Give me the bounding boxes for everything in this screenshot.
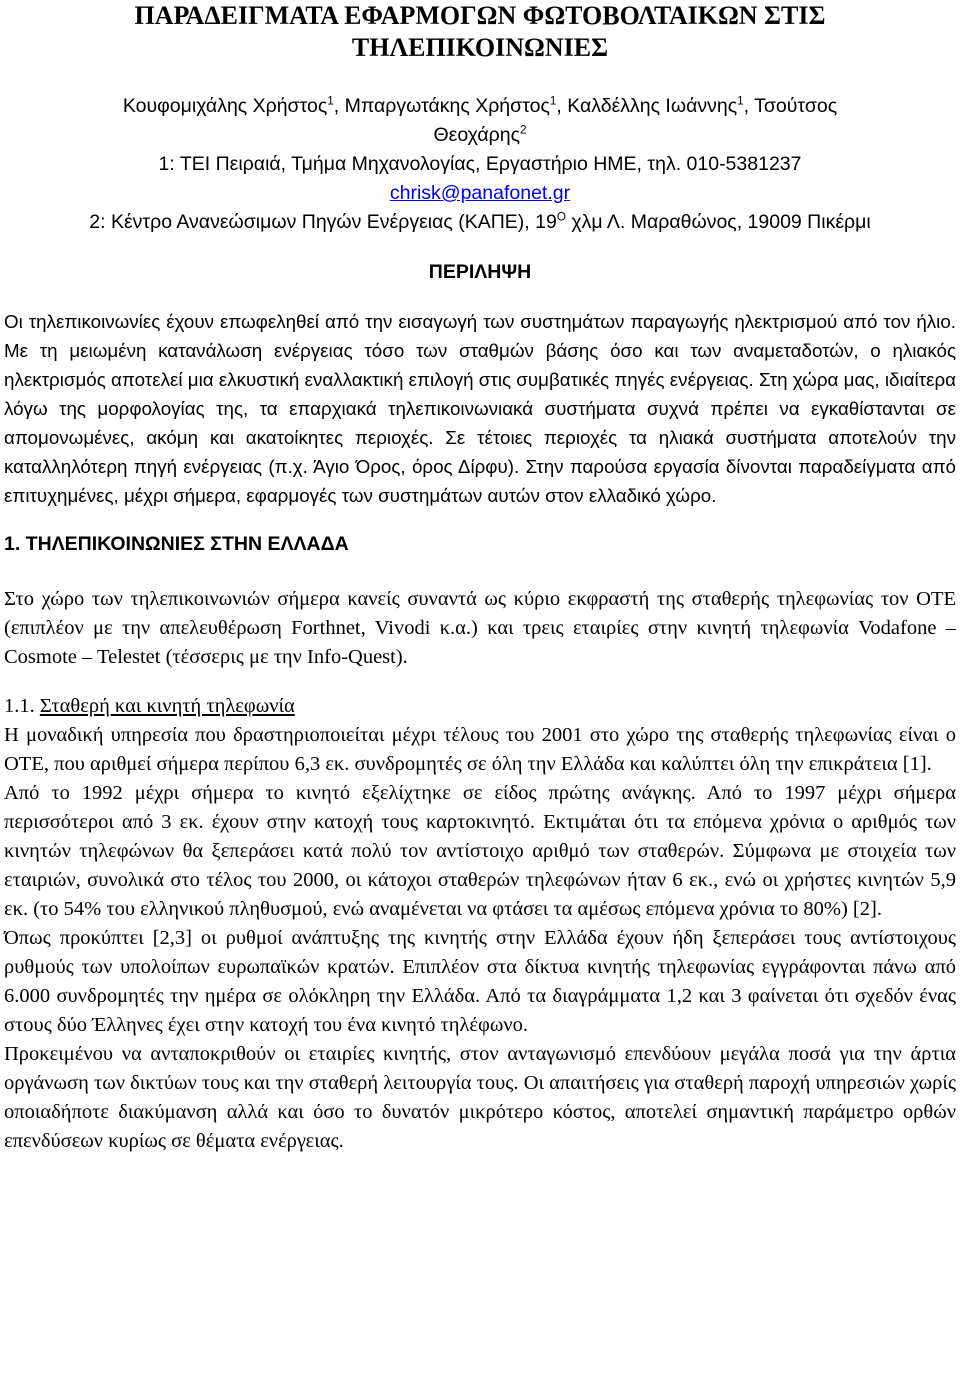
- author-block: [4, 92, 956, 237]
- subsection-paragraph-2: Από το 1992 μέχρι σήμερα το κινητό εξελίχτηκε σε είδος πρώτης ανάγκης. Από το 1997 μέχρι σήμερα περισσότεροι από 3 εκ. έχουν στην κατοχή τους καρτοκινητό. Εκτιμάται ότι τα επόμενα χρόνια ο αριθμός των κινητών τηλεφώνων θα ξεπεράσει κατά πολύ τον αντίστοιχο αριθμό των σταθερών. Σύμφωνα με στοιχεία των εταιριών, συνολικά στο τέλος του 2000, οι κάτοχοι σταθερών τηλεφώνων ήταν 6 εκ., ενώ οι χρήστες κινητών 5,9 εκ. (το 54% του ελληνικού πληθυσμού, ενώ αναμένεται να φτάσει τα αμέσως επόμενα χρόνια το 80%) [2].: [4, 782, 956, 920]
- affiliation-1: 1: ΤΕΙ Πειραιά, Τμήμα Μηχανολογίας, Εργαστήριο ΗΜΕ, τηλ. 010-5381237: [158, 153, 802, 175]
- author-list: [4, 92, 956, 150]
- subsection-title: Σταθερή και κινητή τηλεφωνία: [39, 695, 295, 717]
- author-name: , Τσούτσος: [743, 95, 838, 117]
- abstract-text: Οι τηλεπικοινωνίες έχουν επωφεληθεί από την εισαγωγή των συστημάτων παραγωγής ηλεκτρισμού από τον ήλιο. Με τη μειωμένη κατανάλωση ενέργειας τόσο των σταθμών βάσης όσο και των αναμεταδοτών, ο ηλιακός ηλεκτρισμός αποτελεί μια ελκυστική εναλλακτική επιλογή στις συμβατικές πηγές ενέργειας. Στη χώρα μας, ιδιαίτερα λόγω της μορφολογίας της, τα επαρχιακά τηλεπικοινωνιακά συστήματα συχνά πρέπει να εγκαθίστανται σε απομονωμένες, ακόμη και ακατοίκητες περιοχές. Σε τέτοιες περιοχές τα ηλιακά συστήματα αποτελούν την καταλληλότερη πηγή ενέργειας (π.χ. Άγιο Όρος, όρος Δίρφυ). Στην παρούσα εργασία δίνονται παραδείγματα από επιτυχημένες, μέχρι σήμερα, εφαρμογές των συστημάτων αυτών στον ελλαδικό χώρο.: [4, 311, 956, 506]
- section-1-heading: 1. ΤΗΛΕΠΙΚΟΙΝΩΝΙΕΣ ΣΤΗΝ ΕΛΛΑΔΑ: [4, 533, 349, 555]
- paper-title-line-1: ΠΑΡΑΔΕΙΓΜΑΤΑ ΕΦΑΡΜΟΓΩΝ ΦΩΤΟΒΟΛΤΑΙΚΩΝ ΣΤΙΣ: [134, 1, 826, 30]
- abstract-heading: ΠΕΡΙΛΗΨΗ: [428, 261, 532, 283]
- subsection-paragraph-4: Προκειμένου να ανταποκριθούν οι εταιρίες κινητής, στον ανταγωνισμό επενδύουν μεγάλα ποσά για την άρτια οργάνωση των δικτύων τους και την σταθερή λειτουργία τους. Οι απαιτήσεις για σταθερή παροχή υπηρεσιών χωρίς οποιαδήποτε διακύμανση αλλά και όσο το δυνατόν μικρότερο κόστος, αποτελεί σημαντική παράμετρο ορθών επενδύσεων κυρίως σε θέματα ενέργειας.: [4, 1043, 956, 1152]
- affiliation-2-text-end: χλμ Λ. Μαραθώνος, 19009 Πικέρμι: [565, 211, 871, 233]
- section-1-paragraph: Στο χώρο των τηλεπικοινωνιών σήμερα κανείς συναντά ως κύριο εκφραστή της σταθερής τηλεφωνίας τον ΟΤΕ (επιπλέον με την απελευθέρωση Forthnet, Vivodi κ.α.) και τρεις εταιρίες στην κινητή τηλεφωνία Vodafone – Cosmote – Telestet (τέσσερις με την Info-Quest).: [4, 588, 956, 668]
- subsection-heading: [4, 692, 956, 721]
- subsection-number: 1.1.: [4, 695, 40, 717]
- email-link[interactable]: chrisk@panafonet.gr: [389, 182, 571, 204]
- subsection-paragraph-3: Όπως προκύπτει [2,3] οι ρυθμοί ανάπτυξης της κινητής στην Ελλάδα έχουν ήδη ξεπεράσει τους αντίστοιχους ρυθμούς των υπολοίπων ευρωπαϊκών κρατών. Επιπλέον στα δίκτυα κινητής τηλεφωνίας εγγράφονται πάνω από 6.000 συνδρομητές την ημέρα σε ολόκληρη την Ελλάδα. Από τα διαγράμματα 1,2 και 3 φαίνεται ότι σχεδόν ένας στους δύο Έλληνες έχει στην κατοχή του ένα κινητό τηλέφωνο.: [4, 927, 956, 1036]
- author-affiliation-mark: 1: [327, 94, 334, 108]
- author-name: , Καλδέλλης Ιωάννης: [556, 95, 738, 117]
- affiliation-2-text: 2: Κέντρο Ανανεώσιμων Πηγών Ενέργειας (ΚΑΠΕ), 19: [89, 211, 557, 233]
- paper-title: [4, 0, 956, 64]
- paper-title-line-2: ΤΗΛΕΠΙΚΟΙΝΩΝΙΕΣ: [351, 33, 609, 62]
- author-affiliation-mark: 1: [737, 94, 744, 108]
- author-name: , Μπαργωτάκης Χρήστος: [333, 95, 550, 117]
- author-name: Κουφομιχάλης Χρήστος: [122, 95, 328, 117]
- affiliation-2: [4, 208, 956, 237]
- affiliation-2-superscript: Ο: [556, 210, 566, 224]
- author-name-continued: Θεοχάρης: [433, 124, 520, 146]
- subsection-paragraph-1: Η μοναδική υπηρεσία που δραστηριοποιείται μέχρι τέλους του 2001 στο χώρο της σταθερής τηλεφωνίας είναι ο ΟΤΕ, που αριθμεί σήμερα περίπου 6,3 εκ. συνδρομητές σε όλη την Ελλάδα και καλύπτει όλη την επικράτεια [1].: [4, 724, 956, 775]
- email-line: [4, 179, 956, 208]
- author-affiliation-mark: 2: [520, 123, 527, 137]
- author-affiliation-mark: 1: [549, 94, 557, 108]
